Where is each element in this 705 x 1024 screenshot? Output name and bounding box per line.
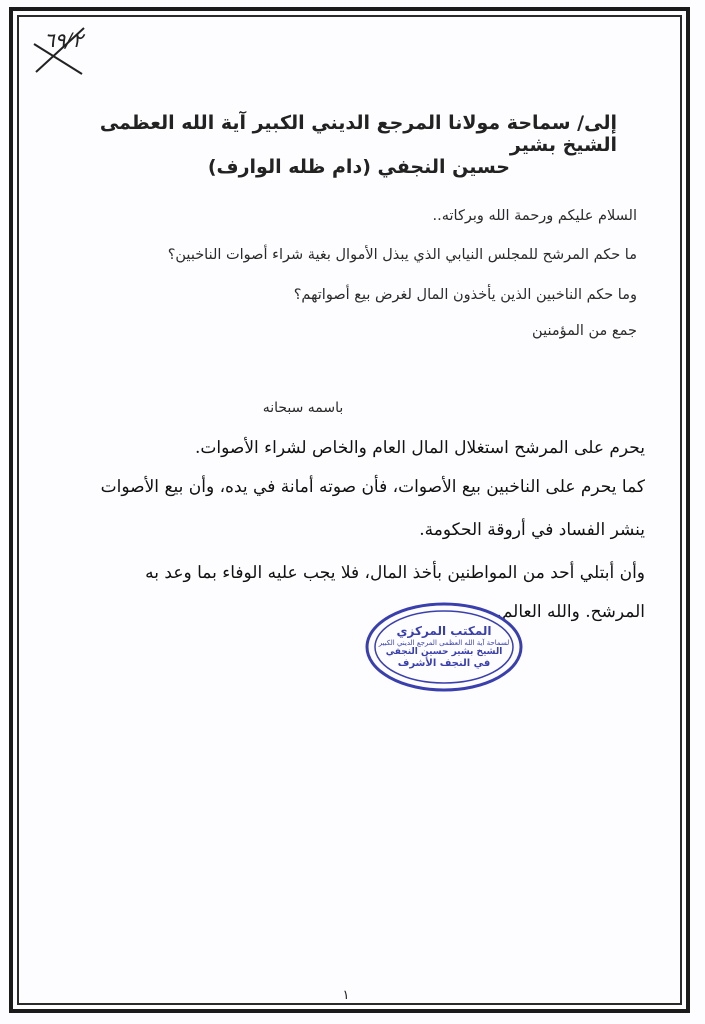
- answer-line-1: يحرم على المرشح استغلال المال العام والخاص لشراء الأصوات.: [194, 438, 645, 458]
- question-greeting: السلام عليكم ورحمة الله وبركاته..: [432, 208, 637, 224]
- question-signature: جمع من المؤمنين: [532, 323, 637, 339]
- answer-line-2: كما يحرم على الناخبين بيع الأصوات، فأن صوته أمانة في يده، وأن بيع الأصوات: [100, 477, 645, 497]
- heading-line-1: إلى/ سماحة مولانا المرجع الديني الكبير آية الله العظمى الشيخ بشير: [99, 112, 617, 156]
- page-number: ١: [342, 988, 350, 1003]
- stamp-line-2: لسماحة آية الله العظمى المرجع الديني الكبير: [378, 638, 510, 647]
- stamp-line-4: في النجف الأشرف: [397, 657, 491, 669]
- question-1: ما حكم المرشح للمجلس النيابي الذي يبذل الأموال بغية شراء أصوات الناخبين؟: [167, 247, 637, 263]
- question-2: وما حكم الناخبين الذين يأخذون المال لغرض بيع أصواتهم؟: [293, 287, 637, 303]
- answer-bismillah: باسمه سبحانه: [262, 400, 344, 416]
- reference-number: ٦٩/٢: [44, 28, 83, 52]
- answer-line-4: وأن أبتلي أحد من المواطنين بأخذ المال، فلا يجب عليه الوفاء بما وعد به: [145, 563, 645, 583]
- stamp-line-3: الشيخ بشير حسين النجفي: [385, 646, 503, 657]
- stamp-line-1: المكتب المركزي: [396, 624, 492, 639]
- answer-line-5: المرشح. والله العالم.: [496, 602, 645, 622]
- office-stamp-text: [364, 601, 524, 693]
- answer-line-3: ينشر الفساد في أروقة الحكومة.: [419, 520, 645, 540]
- heading-line-2: حسين النجفي (دام ظله الوارف): [207, 156, 510, 178]
